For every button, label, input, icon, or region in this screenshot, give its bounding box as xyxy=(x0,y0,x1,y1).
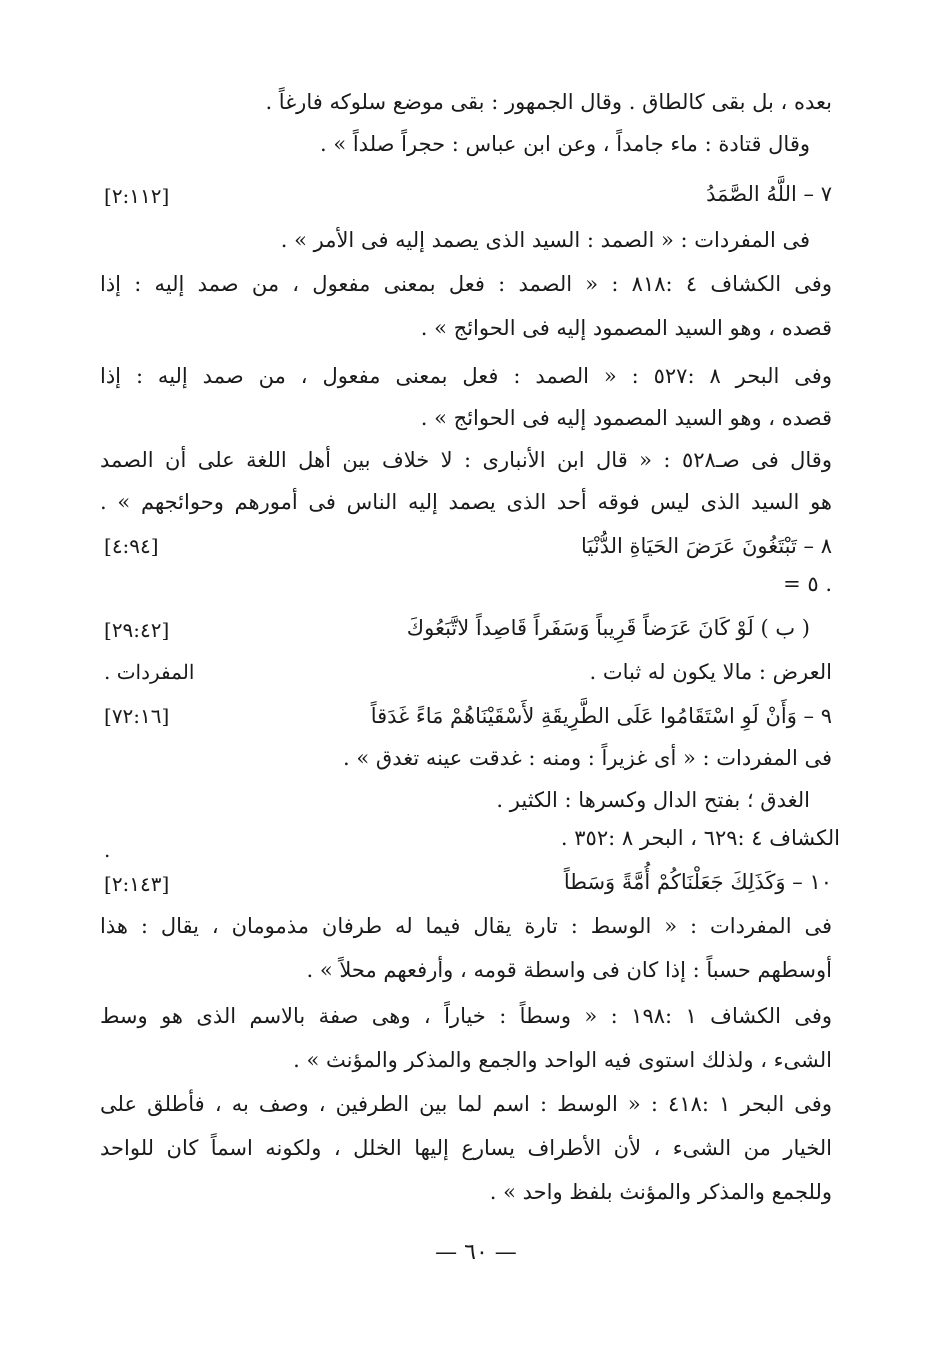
verse-reference-8b: [٢٩:٤٢] xyxy=(104,618,170,642)
text-line-23: الشىء ، ولذلك استوى فيه الواحد والجمع والمذكر والمؤنث » . xyxy=(293,1048,832,1072)
text-line-12: = ٥ . xyxy=(783,572,832,596)
verse-heading-9: ٩ – وَأَنْ لَوِ اسْتَقَامُوا عَلَى الطَّرِيقَةِ لأَسْقَيْنَاهُمْ مَاءً غَدَقاً xyxy=(370,704,832,728)
text-line-24: وفى البحر ١ :٤١٨ : « الوسط : اسم لما بين الطرفين ، وصف به ، فأطلق على xyxy=(100,1092,832,1116)
verse-heading-8b: ( ب ) لَوْ كَانَ عَرَضاً قَرِيباً وَسَفَراً قَاصِداً لاتَّبَعُوكَ xyxy=(406,616,810,640)
text-line-4: فى المفردات : « الصمد : السيد الذى يصمد إليه فى الأمر » . xyxy=(280,228,810,252)
text-line-16: فى المفردات : « أى غزيراً : ومنه : غدقت عينه تغدق » . xyxy=(343,746,832,770)
verse-reference-9: [٧٢:١٦] xyxy=(104,704,170,728)
text-line-7: وفى البحر ٨ :٥٢٧ : « الصمد : فعل بمعنى مفعول ، من صمد إليه : إذا xyxy=(100,364,832,388)
text-line-18: الكشاف ٤ :٦٢٩ ، البحر ٨ :٣٥٢ . xyxy=(560,826,840,850)
verse-reference-7: [٢:١١٢] xyxy=(104,184,170,208)
verse-heading-8: ٨ – تَبْتَغُونَ عَرَضَ الحَيَاةِ الدُّنْيَا xyxy=(581,534,832,558)
text-line-5: وفى الكشاف ٤ :٨١٨ : « الصمد : فعل بمعنى مفعول ، من صمد إليه : إذا xyxy=(100,272,832,296)
text-line-21: أوسطهم حسباً : إذا كان فى واسطة قومه ، وأرفعهم محلاً » . xyxy=(306,958,832,982)
text-line-17: الغدق ؛ بفتح الدال وكسرها : الكثير . xyxy=(496,788,810,812)
text-line-8: قصده ، وهو السيد المصمود إليه فى الحوائج » . xyxy=(420,406,832,430)
text-line-22: وفى الكشاف ١ :١٩٨ : « وسطاً : خياراً ، وهى صفة بالاسم الذى هو وسط xyxy=(100,1004,832,1028)
text-line-26: وللجمع والمذكر والمؤنث بلفظ واحد » . xyxy=(489,1180,832,1204)
trailing-dot: . xyxy=(104,838,112,862)
text-line-6: قصده ، وهو السيد المصمود إليه فى الحوائج » . xyxy=(420,316,832,340)
text-line-9: وقال فى صـ٥٢٨ : « قال ابن الأنبارى : لا خلاف بين أهل اللغة على أن الصمد xyxy=(100,448,832,472)
verse-reference-8: [٤:٩٤] xyxy=(104,534,159,558)
verse-heading-10: ١٠ – وَكَذَلِكَ جَعَلْنَاكُمْ أُمَّةً وَسَطاً xyxy=(563,870,832,894)
text-line-10: هو السيد الذى ليس فوقه أحد الذى يصمد إليه الناس فى أمورهم وحوائجهم » . xyxy=(100,490,832,514)
text-line-2: وقال قتادة : ماء جامداً ، وعن ابن عباس : حجراً صلداً » . xyxy=(319,132,810,156)
page-number: — ٦٠ — xyxy=(435,1240,517,1265)
text-line-14: العرض : مالا يكون له ثبات . xyxy=(589,660,832,684)
verse-heading-7: ٧ – اللَّهُ الصَّمَدُ xyxy=(706,182,832,206)
side-note: المفردات . xyxy=(104,660,195,684)
text-line-20: فى المفردات : « الوسط : تارة يقال فيما له طرفان مذمومان ، يقال : هذا xyxy=(100,914,832,938)
text-line-25: الخيار من الشىء ، لأن الأطراف يسارع إليها الخلل ، ولكونه اسماً كان للواحد xyxy=(100,1136,832,1160)
text-line-1: بعده ، بل بقى كالطاق . وقال الجمهور : بقى موضع سلوكه فارغاً . xyxy=(265,90,832,114)
verse-reference-10: [٢:١٤٣] xyxy=(104,872,170,896)
